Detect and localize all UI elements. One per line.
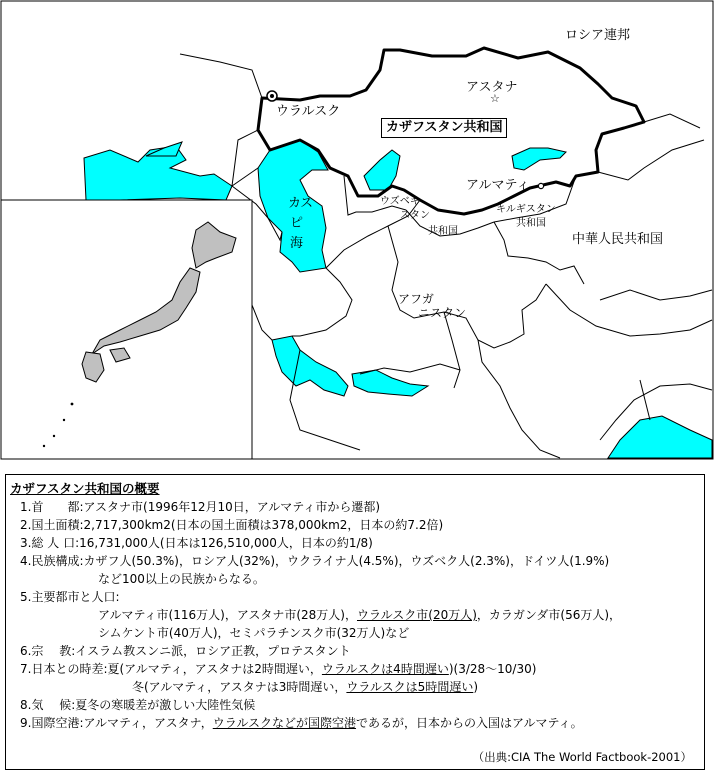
info-row-cities-1: アルマティ市(116万人)，アスタナ市(28万人)，ウラルスク市(20万人)，カラガンダ市(56万人)， — [98, 608, 622, 622]
almaty-marker-icon — [538, 183, 543, 188]
label-china: 中華人民共和国 — [572, 232, 664, 247]
info-row-cities-heading: 5.主要都市と人口: — [20, 590, 120, 604]
info-row-ethnic: 4.民族構成:カザフ人(50.3%)，ロシア人(32%)，ウクライナ人(4.5%)，ウズベク人(2.3%)，ドイツ人(1.9%) — [20, 554, 610, 568]
info-box — [5, 474, 705, 770]
label-afghanistan-2: ニスタン — [418, 306, 467, 320]
astana-star-icon: ☆ — [490, 92, 500, 105]
label-kyrgyz-1: キルギスタン — [496, 204, 556, 215]
info-title: カザフスタン共和国の概要 — [10, 481, 160, 496]
label-uzbekistan-3: 共和国 — [428, 226, 458, 237]
label-astana: アスタナ — [466, 80, 518, 95]
label-caspian-1: カ — [288, 196, 302, 211]
label-uzbekistan-1: ウズベキ — [380, 196, 420, 207]
label-caspian-3: ピ — [290, 216, 304, 231]
info-row-population: 3.総 人 口:16,731,000人(日本は126,510,000人，日本の約1/8) — [20, 536, 373, 550]
label-caspian-4: 海 — [290, 236, 304, 251]
uralsk-marker-icon — [267, 91, 277, 101]
label-russia: ロシア連邦 — [565, 28, 631, 43]
info-row-area: 2.国土面積:2,717,300km2(日本の国土面積は378,000km2，日本の約7.2倍) — [20, 518, 444, 532]
label-caspian-2: ス — [300, 196, 314, 211]
label-uzbekistan-2: スタン — [400, 210, 430, 221]
info-row-cities-2: シムケント市(40万人)，セミパラチンスク市(32万人)など — [98, 626, 410, 640]
info-row-airports: 9.国際空港:アルマティ，アスタナ，ウラルスクなどが国際空港であるが，日本からの入国はアルマティ。 — [20, 716, 583, 730]
japan-inset — [1, 200, 252, 459]
label-uralsk: ウラルスク — [276, 104, 341, 119]
info-row-timezone-summer: 7.日本との時差:夏(アルマティ，アスタナは2時間遅い，ウラルスクは4時間遅い)(3/28〜10/30) — [20, 662, 537, 676]
info-row-ethnic-cont: など100以上の民族からなる。 — [98, 572, 265, 586]
label-afghanistan-1: アフガ — [398, 292, 434, 306]
info-row-climate: 8.気 候:夏冬の寒暖差が激しい大陸性気候 — [20, 698, 256, 712]
label-kazakhstan: カザフスタン共和国 — [381, 118, 507, 138]
info-source: （出典:CIA The World Factbook-2001） — [472, 750, 692, 764]
info-row-capital: 1.首 都:アスタナ市(1996年12月10日，アルマティ市から遷都) — [20, 500, 381, 514]
info-row-religion: 6.宗 教:イスラム教スンニ派，ロシア正教，プロテスタント — [20, 644, 351, 658]
label-almaty: アルマティ — [466, 178, 530, 193]
label-kyrgyz-2: 共和国 — [516, 218, 546, 229]
info-row-timezone-winter: 冬(アルマティ，アスタナは3時間遅い，ウラルスクは5時間遅い) — [132, 680, 479, 694]
